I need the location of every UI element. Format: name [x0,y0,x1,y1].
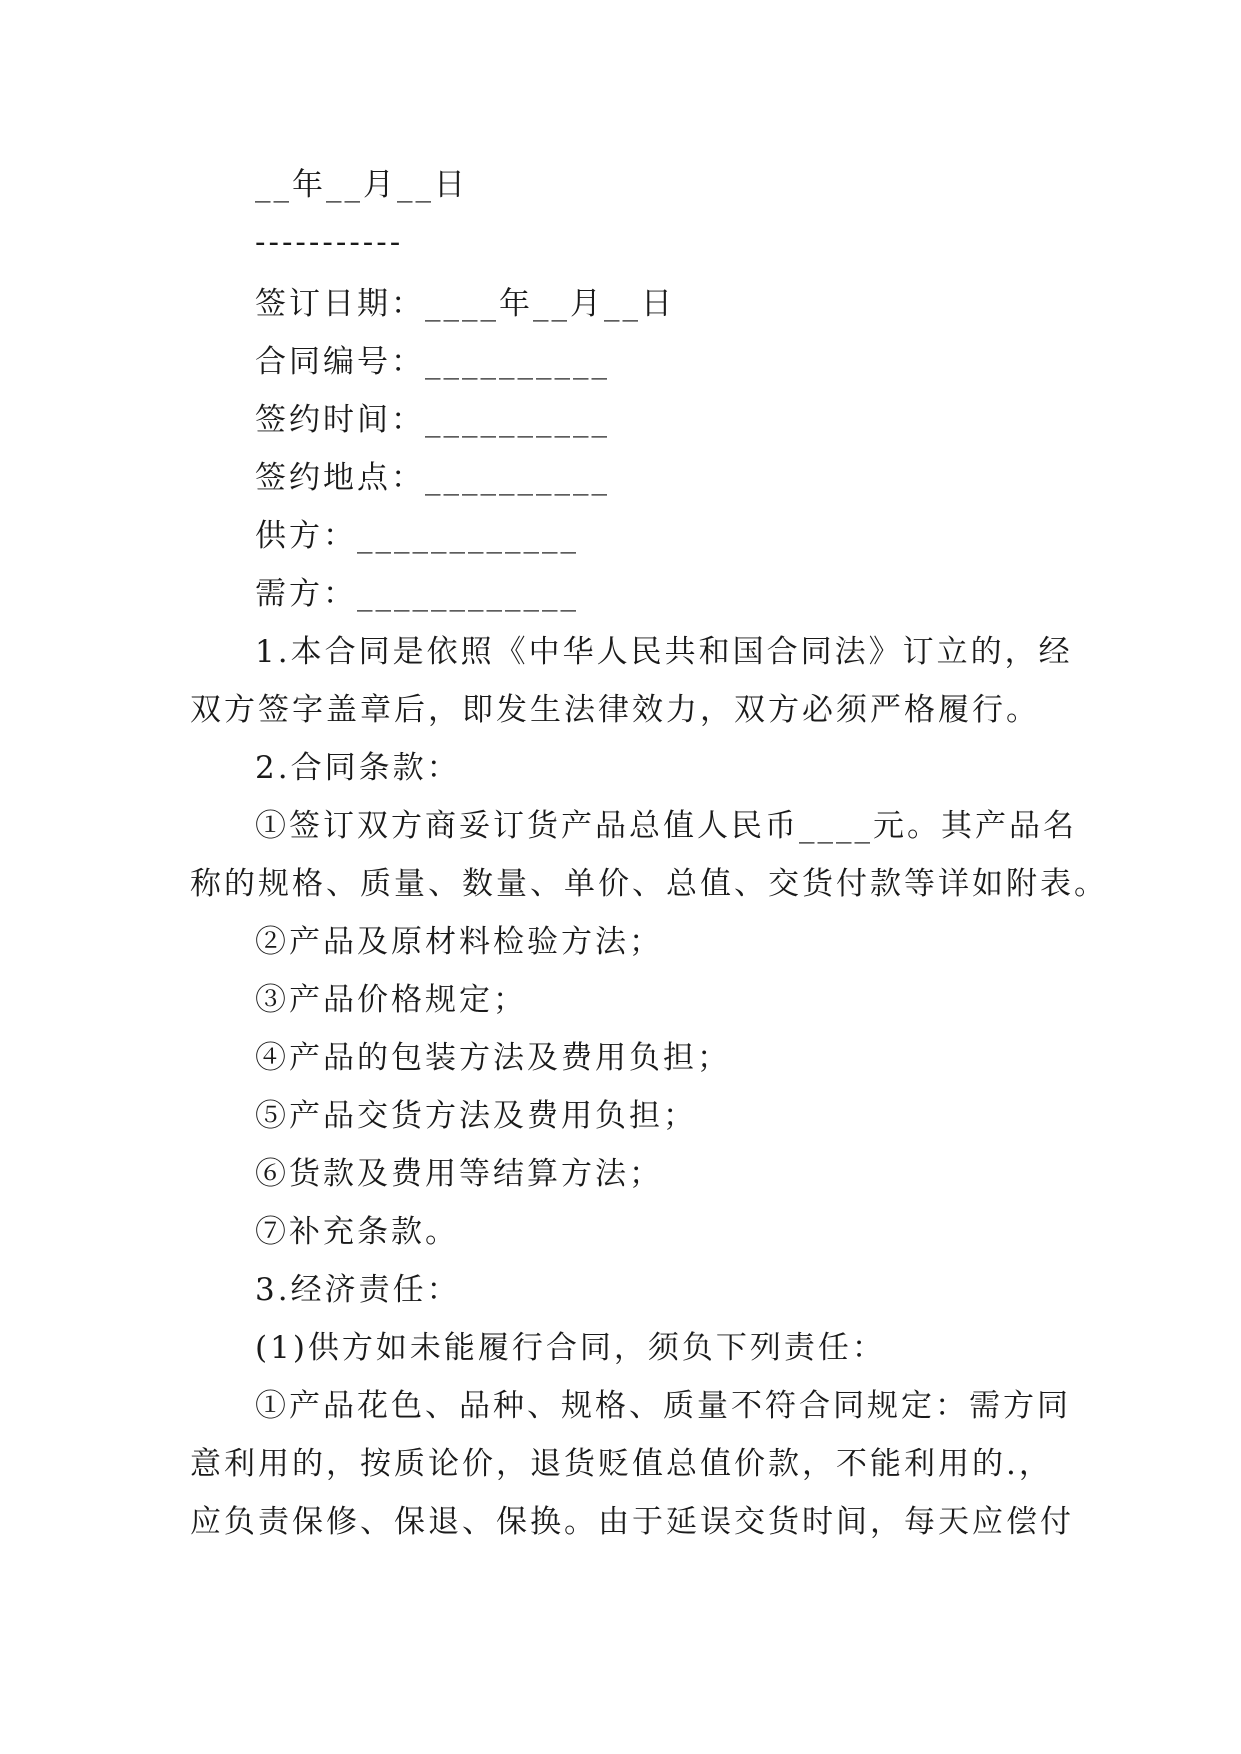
clause-2-item-7: ⑦补充条款。 [255,1214,459,1250]
buyer-line: 需方：____________ [255,576,579,612]
clause-3-item-1-line-1: ①产品花色、品种、规格、质量不符合同规定：需方同 [255,1388,1071,1424]
clause-2-heading: 2.合同条款： [255,750,461,786]
signing-place-line: 签约地点：__________ [255,460,610,496]
signing-date-line: 签订日期：____年__月__日 [255,286,675,322]
separator-line: ----------- [255,224,404,260]
supplier-line: 供方：____________ [255,518,579,554]
contract-number-line: 合同编号：__________ [255,344,610,380]
clause-2-item-1-line-1: ①签订双方商妥订货产品总值人民币____元。其产品名 [255,808,1077,844]
signing-time-line: 签约时间：__________ [255,402,610,438]
clause-1-line-1: 1.本合同是依照《中华人民共和国合同法》订立的，经 [255,634,1073,670]
clause-3-item-1-line-2: 意利用的，按质论价，退货贬值总值价款，不能利用的.， [190,1446,1053,1482]
clause-2-item-2: ②产品及原材料检验方法； [255,924,663,960]
clause-2-item-6: ⑥货款及费用等结算方法； [255,1156,663,1192]
clause-3-sub-1: (1)供方如未能履行合同，须负下列责任： [255,1330,886,1366]
clause-2-item-4: ④产品的包装方法及费用负担； [255,1040,731,1076]
clause-2-item-3: ③产品价格规定； [255,982,527,1018]
date-blank-line: __年__月__日 [255,167,468,203]
clause-2-item-1-line-2: 称的规格、质量、数量、单价、总值、交货付款等详如附表。 [190,866,1108,902]
clause-3-heading: 3.经济责任： [255,1272,461,1308]
clause-2-item-5: ⑤产品交货方法及费用负担； [255,1098,697,1134]
clause-1-line-2: 双方签字盖章后，即发生法律效力，双方必须严格履行。 [190,692,1040,728]
clause-3-item-1-line-3: 应负责保修、保退、保换。由于延误交货时间，每天应偿付 [190,1504,1074,1540]
